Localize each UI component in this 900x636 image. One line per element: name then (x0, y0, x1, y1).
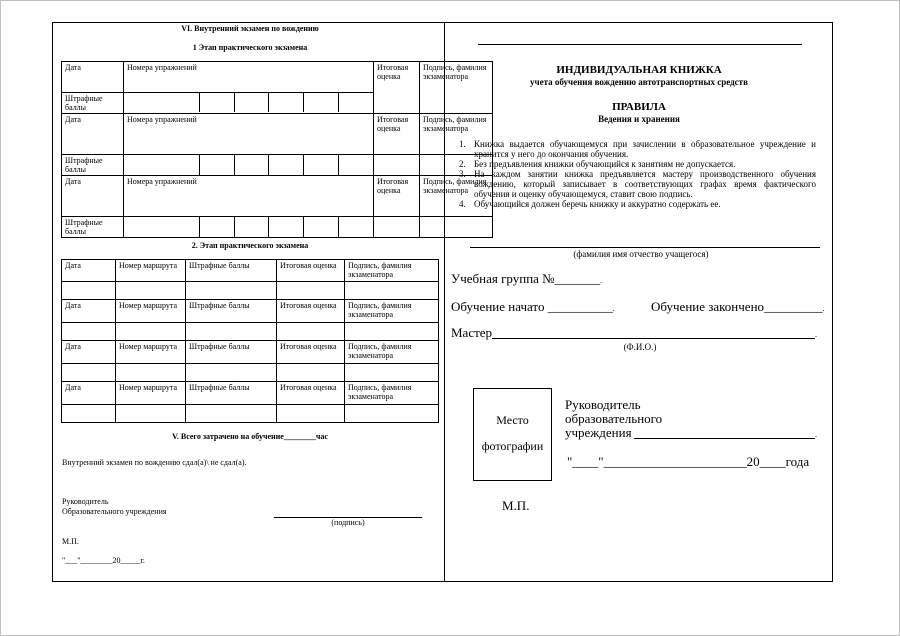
stamp-label: М.П. (502, 498, 530, 513)
cell-sign: Подпись, фамилия экзаменатора (345, 382, 439, 405)
photo-label-2: фотографии (481, 439, 544, 453)
photo-label-1: Место (496, 413, 529, 427)
cell-date: Дата (62, 176, 124, 217)
cell-penalty: Штрафные баллы (62, 217, 124, 238)
rules-list (450, 139, 816, 209)
cell-final: Итоговая оценка (374, 62, 420, 114)
cell-date: Дата (62, 62, 124, 93)
stamp-label: М.П. (62, 537, 79, 546)
cell-date: Дата (62, 382, 116, 405)
master-label: Мастер (451, 325, 493, 340)
fio-line (470, 247, 820, 248)
cell-final: Итоговая оценка (277, 300, 345, 323)
rules-title: ПРАВИЛА (612, 101, 666, 113)
stage1-title: 1 Этап практического экзамена (192, 43, 308, 52)
photo-box (473, 388, 552, 481)
fio-caption: (фамилия имя отчество учащегося) (573, 249, 709, 259)
cell-sign: Подпись, фамилия экзаменатора (420, 176, 493, 217)
master-tail: . (815, 330, 817, 339)
rule-item: 4. Обучающийся должен беречь книжку и аккуратно содержать ее. (468, 199, 816, 209)
date-line: "____"______________________20____года (567, 454, 810, 469)
head-title-2: Образовательного учреждения (62, 507, 167, 516)
cell-sign: Подпись, фамилия экзаменатора (345, 341, 439, 364)
cell-final: Итоговая оценка (277, 341, 345, 364)
head-title-2: образовательного (565, 411, 663, 426)
head-title-1: Руководитель (565, 397, 641, 412)
cell-exercises: Номера упражнений (124, 62, 374, 93)
cell-route: Номер маршрута (116, 260, 186, 282)
rules-subtitle: Ведения и хранения (598, 114, 680, 124)
stage2-title: 2. Этап практического экзамена (191, 241, 309, 250)
cell-exercises: Номера упражнений (124, 114, 374, 155)
cell-final: Итоговая оценка (277, 260, 345, 282)
cell-route: Номер маршрута (116, 300, 186, 323)
section6-title: VI. Внутренний экзамен по вождению (181, 24, 319, 33)
cell-sign: Подпись, фамилия экзаменатора (420, 62, 493, 114)
cell-penalty: Штрафные баллы (186, 341, 277, 364)
cell-penalty: Штрафные баллы (186, 300, 277, 323)
cell-final: Итоговая оценка (374, 114, 420, 155)
group-field: Учебная группа №_______. (451, 271, 603, 286)
head-tail: . (815, 430, 817, 439)
rule-item: 1. Книжка выдается обучающемуся при зачислении в образовательное учреждение и хранится у него до окончания обучения. (468, 139, 816, 159)
date-line: "___"________20_____г. (62, 556, 145, 565)
start-field: Обучение начато __________. (451, 299, 615, 314)
cell-sign: Подпись, фамилия экзаменатора (345, 300, 439, 323)
section5-title: V. Всего затрачено на обучение________час (172, 432, 328, 441)
cell-date: Дата (62, 341, 116, 364)
exercise-cells (124, 217, 374, 238)
master-caption: (Ф.И.О.) (623, 342, 657, 352)
head-title-1: Руководитель (62, 497, 109, 506)
top-rule (478, 44, 802, 45)
stage2-table (61, 259, 439, 423)
cell-sign: Подпись, фамилия экзаменатора (345, 260, 439, 282)
head-signature-line (634, 438, 815, 439)
cell-date: Дата (62, 260, 116, 282)
cell-penalty: Штрафные баллы (62, 155, 124, 176)
end-field: Обучение закончено_________. (651, 299, 825, 314)
rule-item: 3. На каждом занятии книжка предъявляется мастеру производственного обучения вождению, который записывает в соответствующих графах время фактического обучения и оценку обучающемуся, ставит свою подпись. (468, 169, 816, 199)
book-title: ИНДИВИДУАЛЬНАЯ КНИЖКА (556, 64, 722, 76)
cell-route: Номер маршрута (116, 382, 186, 405)
signature-caption: (подпись) (331, 518, 365, 527)
cell-penalty: Штрафные баллы (62, 93, 124, 114)
master-line (492, 338, 815, 339)
rule-item: 2. Без предъявления книжки обучающийся к занятиям не допускается. (468, 159, 816, 169)
cell-final: Итоговая оценка (374, 176, 420, 217)
cell-final: Итоговая оценка (277, 382, 345, 405)
cell-exercises: Номера упражнений (124, 176, 374, 217)
cell-penalty: Штрафные баллы (186, 260, 277, 282)
book-subtitle: учета обучения вождению автотранспортных средств (530, 77, 748, 87)
exam-result: Внутренний экзамен по вождению сдал(а)\ не сдал(а). (62, 458, 247, 467)
cell-date: Дата (62, 114, 124, 155)
exercise-cells (124, 155, 374, 176)
cell-penalty: Штрафные баллы (186, 382, 277, 405)
cell-route: Номер маршрута (116, 341, 186, 364)
exercise-cells (124, 93, 374, 114)
head-title-3: учреждения (565, 425, 632, 440)
stage1-table (61, 61, 493, 238)
cell-date: Дата (62, 300, 116, 323)
cell-sign: Подпись, фамилия экзаменатора (420, 114, 493, 155)
